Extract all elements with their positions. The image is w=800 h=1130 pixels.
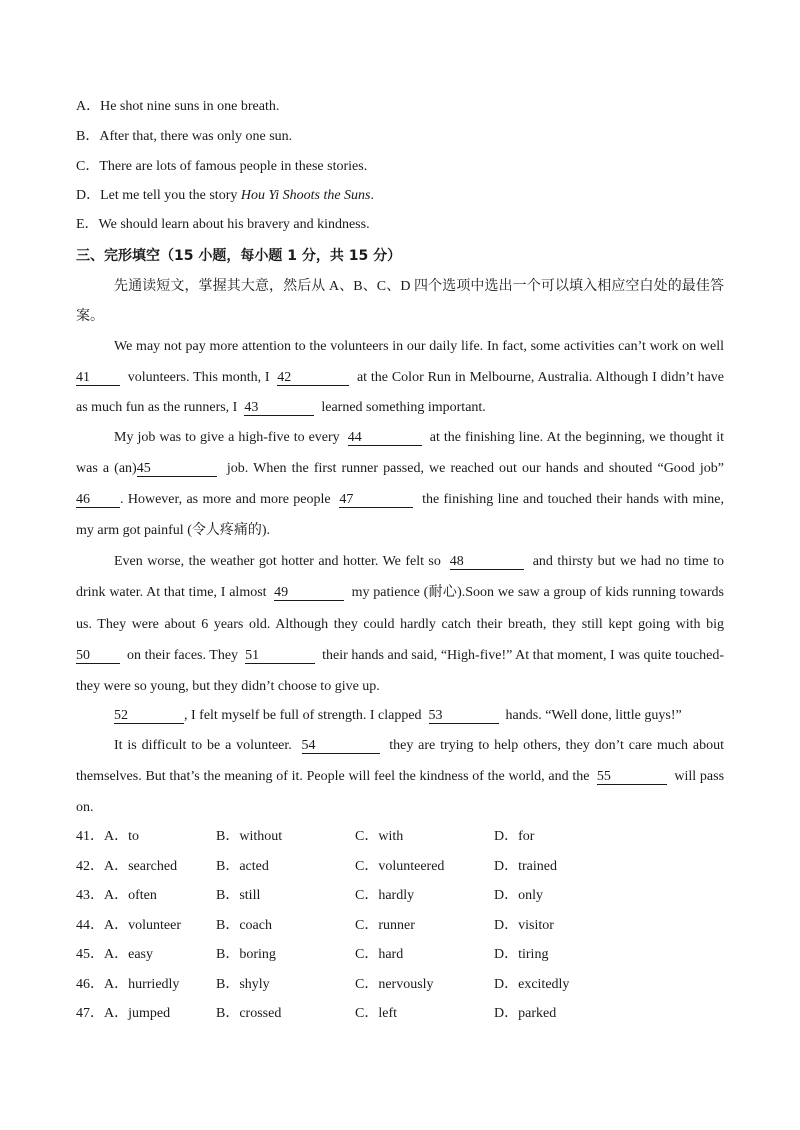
passage-p5-line-1 — [114, 736, 724, 756]
blank-47: 47 — [339, 493, 413, 508]
blank-41: 41 — [76, 371, 120, 386]
choice-d: D．for — [494, 829, 535, 844]
passage-p5-line-3: on. — [76, 800, 94, 815]
choice-b: B．still — [216, 888, 261, 903]
passage-p3-line-5: they were so young, but they didn’t choose to give up. — [76, 679, 380, 694]
blank-48: 48 — [450, 555, 524, 570]
text: and thirsty but we had no time to — [532, 554, 725, 569]
text: at the finishing line. At the beginning, we thought it — [429, 430, 725, 445]
blank-49: 49 — [274, 586, 344, 601]
text: themselves. But that’s the meaning of it. People will feel the kindness of the world, and the — [76, 769, 590, 784]
section-heading: 三、完形填空（15 小题，每小题 1 分，共 15 分） — [76, 248, 402, 264]
text: as much fun as the runners, I — [76, 400, 238, 415]
option-c: C．There are lots of famous people in these stories. — [76, 159, 368, 174]
choice-a: 47．A．jumped — [76, 1006, 171, 1021]
text: their hands and said, “High-five!” At that moment, I was quite touched- — [322, 648, 725, 663]
choice-d: D．parked — [494, 1006, 557, 1021]
passage-p1-line-2 — [76, 368, 724, 388]
choice-d: D．excitedly — [494, 977, 570, 992]
text: drink water. At that time, I almost — [76, 585, 267, 600]
text: the finishing line and touched their hands with mine, — [422, 492, 725, 507]
choice-d: D．tiring — [494, 947, 549, 962]
choice-b: B．coach — [216, 918, 272, 933]
blank-51: 51 — [245, 649, 315, 664]
choice-c: C．with — [355, 829, 404, 844]
choice-a: 41．A．to — [76, 829, 139, 844]
passage-p4-line-1 — [114, 706, 724, 726]
choice-b: B．without — [216, 829, 283, 844]
choice-a: 42．A．searched — [76, 859, 178, 874]
passage-p3-line-1 — [114, 552, 724, 572]
passage-p3-line-3: us. They were about 6 years old. Although they could hardly catch their breath, they still kept going with big — [76, 617, 724, 632]
blank-53: 53 — [429, 709, 499, 724]
text: at the Color Run in Melbourne, Australia. Although I didn’t have — [356, 370, 725, 385]
passage-p2-line-1 — [114, 428, 724, 448]
text: learned something important. — [321, 400, 486, 415]
choice-b: B．crossed — [216, 1006, 282, 1021]
text: . However, as more and more people — [120, 492, 331, 507]
option-a: A．He shot nine suns in one breath. — [76, 99, 280, 114]
passage-p3-line-4 — [76, 646, 724, 666]
choice-a: 46．A．hurriedly — [76, 977, 180, 992]
blank-42: 42 — [277, 371, 349, 386]
text: on their faces. They — [127, 648, 239, 663]
text: My job was to give a high-five to every — [114, 430, 340, 445]
text: , I felt myself be full of strength. I clapped — [184, 708, 422, 723]
choice-c: C．nervously — [355, 977, 434, 992]
blank-54: 54 — [302, 739, 380, 754]
passage-p5-line-2 — [76, 767, 724, 787]
passage-p2-line-2 — [76, 459, 724, 479]
choice-b: B．shyly — [216, 977, 270, 992]
option-b: B．After that, there was only one sun. — [76, 129, 293, 144]
choice-a: 44．A．volunteer — [76, 918, 181, 933]
choice-c: C．left — [355, 1006, 397, 1021]
question-44 — [76, 916, 726, 936]
text: my patience (耐心).Soon we saw a group of kids running towards — [351, 585, 725, 600]
text: volunteers. This month, I — [127, 370, 270, 385]
blank-43: 43 — [244, 401, 314, 416]
question-47 — [76, 1004, 726, 1024]
text: will pass — [674, 769, 725, 784]
text: It is difficult to be a volunteer. — [114, 738, 292, 753]
blank-44: 44 — [348, 431, 422, 446]
blank-52: 52 — [114, 709, 184, 724]
choice-d: D．only — [494, 888, 543, 903]
choice-d: D．trained — [494, 859, 557, 874]
choice-a: 45．A．easy — [76, 947, 153, 962]
question-43 — [76, 886, 726, 906]
passage-p1-line-3 — [76, 398, 724, 418]
passage-p1-line-1: We may not pay more attention to the volunteers in our daily life. In fact, some activities can’t work on well — [114, 339, 724, 354]
option-d-text: D．Let me tell you the story — [76, 188, 241, 203]
choice-b: B．acted — [216, 859, 269, 874]
choice-c: C．runner — [355, 918, 415, 933]
blank-55: 55 — [597, 770, 667, 785]
blank-46: 46 — [76, 493, 120, 508]
passage-p2-line-3 — [76, 490, 724, 510]
choice-c: C．hardly — [355, 888, 415, 903]
choice-b: B．boring — [216, 947, 276, 962]
option-d-end: . — [370, 188, 374, 203]
blank-50: 50 — [76, 649, 120, 664]
choice-c: C．hard — [355, 947, 404, 962]
question-45 — [76, 945, 726, 965]
choice-c: C．volunteered — [355, 859, 445, 874]
text: they are trying to help others, they don’t care much about — [389, 738, 725, 753]
story-title: Hou Yi Shoots the Suns — [240, 188, 371, 203]
question-42 — [76, 857, 726, 877]
choice-a: 43．A．often — [76, 888, 157, 903]
text: job. When the first runner passed, we reached out our hands and shouted “Good job” — [226, 461, 725, 476]
choice-d: D．visitor — [494, 918, 554, 933]
passage-p3-line-2 — [76, 583, 724, 603]
blank-45: 45 — [137, 462, 217, 477]
text: was a (an) — [76, 461, 137, 476]
text: hands. “Well done, little guys!” — [505, 708, 682, 723]
option-d — [76, 186, 724, 206]
instructions-line-1: 先通读短文，掌握其大意，然后从 A、B、C、D 四个选项中选出一个可以填入相应空白处的最佳答 — [114, 279, 724, 294]
passage-p2-line-4: my arm got painful (令人疼痛的). — [76, 523, 271, 538]
instructions-line-2: 案。 — [76, 309, 104, 324]
option-e: E．We should learn about his bravery and kindness. — [76, 217, 370, 232]
text: Even worse, the weather got hotter and hotter. We felt so — [114, 554, 441, 569]
question-41 — [76, 827, 726, 847]
question-46 — [76, 975, 726, 995]
